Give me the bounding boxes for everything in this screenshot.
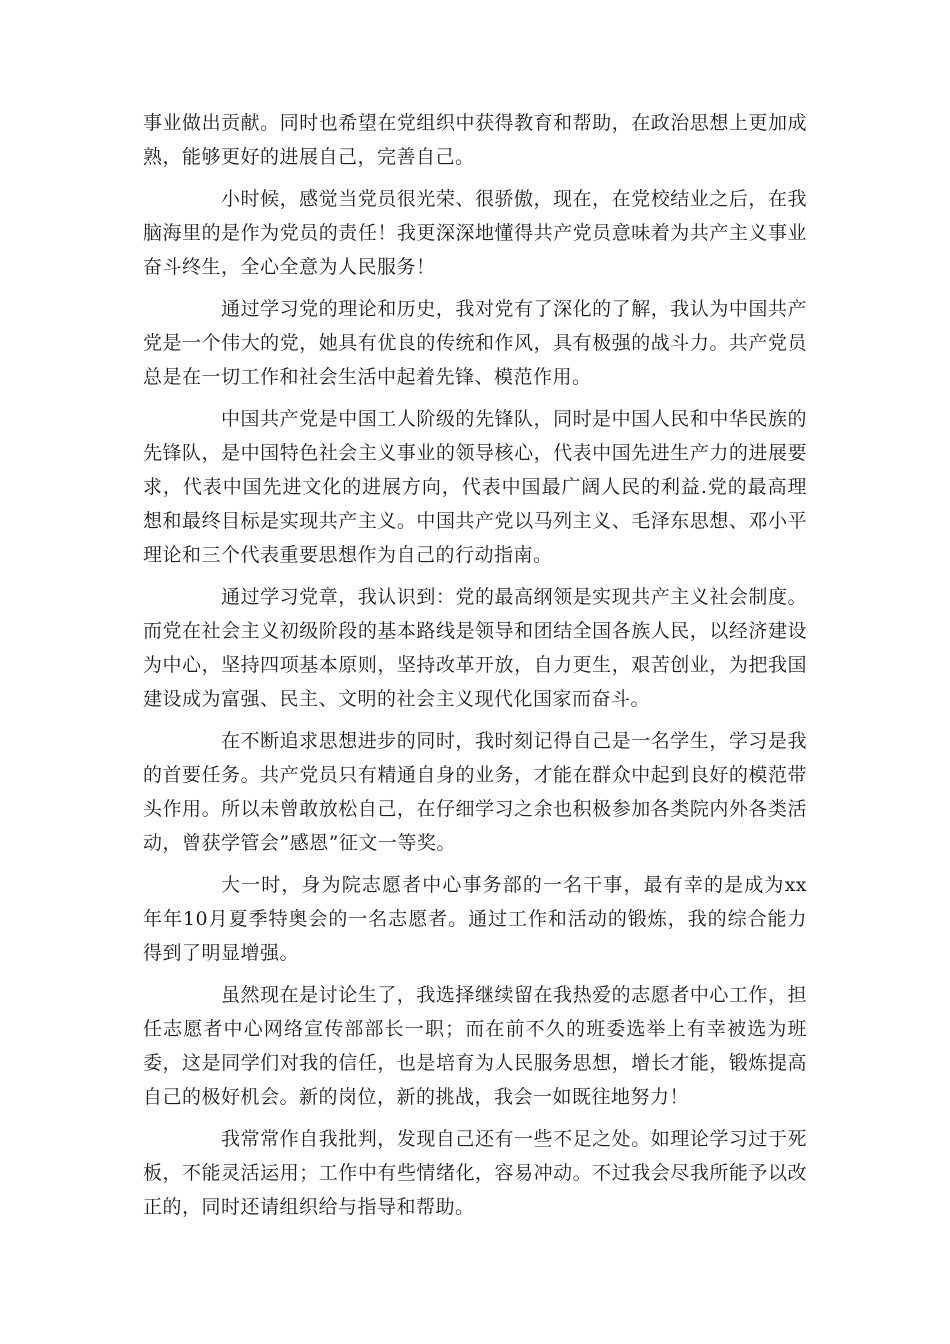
paragraph-graduate: 虽然现在是讨论生了，我选择继续留在我热爱的志愿者中心工作，担任志愿者中心网络宣传部部长一职；而在前不久的班委选举上有幸被选为班委，这是同学们对我的信任，也是培育为人民服务思想，增长才能，锻炼提高自己的极好机会。新的岗位，新的挑战，我会一如既往地努力！: [143, 984, 807, 1108]
document-page: [143, 106, 807, 1232]
paragraph-party-theory: 通过学习党的理论和历史，我对党有了深化的了解，我认为中国共产党是一个伟大的党，她具有优良的传统和作风，具有极强的战斗力。共产党员总是在一切工作和社会生活中起着先锋、模范作用。: [143, 298, 807, 388]
paragraph-study: 在不断追求思想进步的同时，我时刻记得自己是一名学生，学习是我的首要任务。共产党员只有精通自身的业务，才能在群众中起到良好的模范带头作用。所以未曾敢放松自己，在仔细学习之余也积极参加各类院内外各类活动，曾获学管会”感恩”征文一等奖。: [143, 730, 807, 854]
paragraph-childhood: 小时候，感觉当党员很光荣、很骄傲，现在，在党校结业之后，在我脑海里的是作为党员的责任！我更深深地懂得共产党员意味着为共产主义事业奋斗终生，全心全意为人民服务！: [143, 188, 807, 278]
paragraph-continued: 事业做出贡献。同时也希望在党组织中获得教育和帮助，在政治思想上更加成熟，能够更好的进展自己，完善自己。: [143, 112, 807, 168]
paragraph-self-criticism: 我常常作自我批判，发现自己还有一些不足之处。如理论学习过于死板，不能灵活运用；工作中有些情绪化，容易冲动。不过我会尽我所能予以改正的，同时还请组织给与指导和帮助。: [143, 1128, 807, 1218]
paragraph-volunteer: 大一时，身为院志愿者中心事务部的一名干事，最有幸的是成为xx年年10月夏季特奥会的一名志愿者。通过工作和活动的锻炼，我的综合能力得到了明显增强。: [143, 874, 807, 964]
paragraph-party-nature: 中国共产党是中国工人阶级的先锋队，同时是中国人民和中华民族的先锋队，是中国特色社会主义事业的领导核心，代表中国先进生产力的进展要求，代表中国先进文化的进展方向，代表中国最广阔人民的利益.党的最高理想和最终目标是实现共产主义。中国共产党以马列主义、毛泽东思想、邓小平理论和三个代表重要思想作为自己的行动指南。: [143, 408, 807, 566]
paragraph-party-constitution: 通过学习党章，我认识到：党的最高纲领是实现共产主义社会制度。而党在社会主义初级阶段的基本路线是领导和团结全国各族人民，以经济建设为中心，坚持四项基本原则，坚持改革开放，自力更生，艰苦创业，为把我国建设成为富强、民主、文明的社会主义现代化国家而奋斗。: [143, 586, 807, 710]
